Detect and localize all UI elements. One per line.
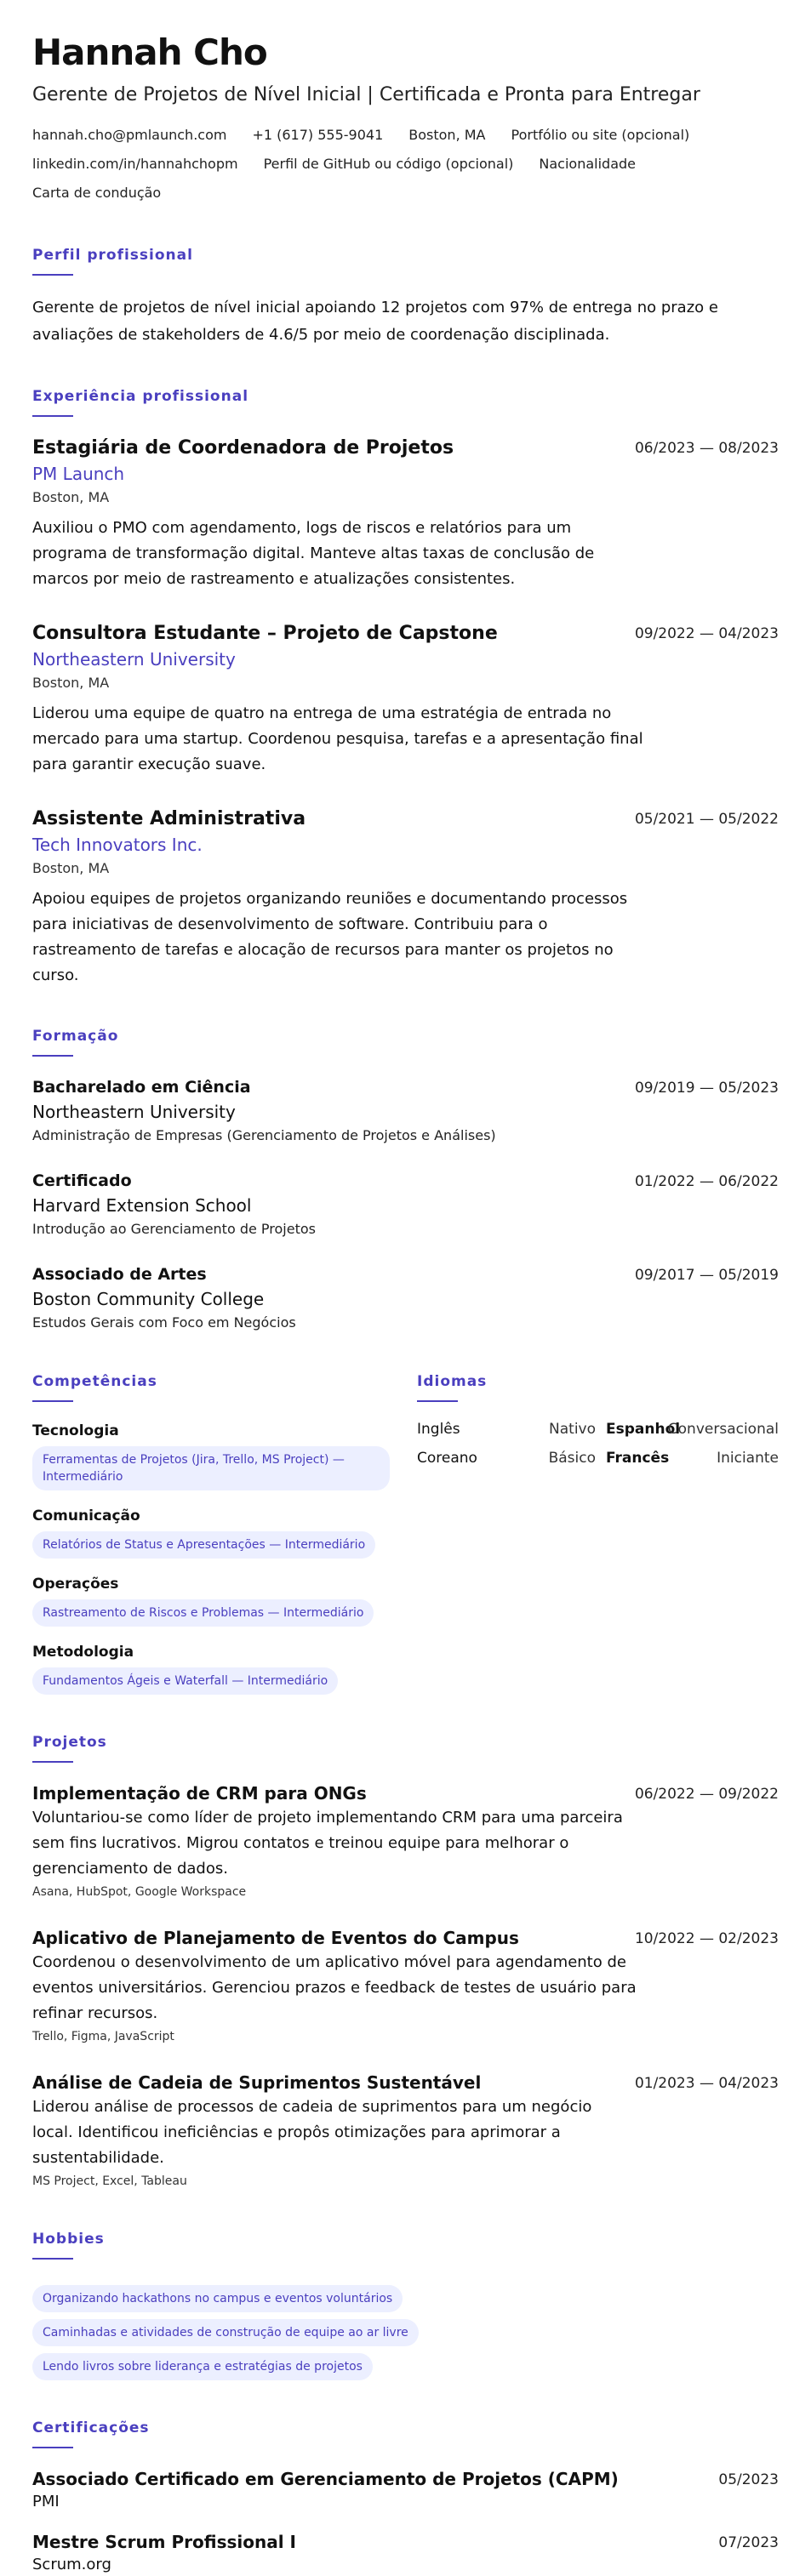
experience-section xyxy=(32,388,779,989)
candidate-name: Hannah Cho xyxy=(32,31,267,73)
project-tools: Asana, HubSpot, Google Workspace xyxy=(32,1885,247,1899)
hobby-chip: Caminhadas e atividades de construção de equipe ao ar livre xyxy=(32,2319,419,2346)
language-level: Iniciante xyxy=(717,1450,779,1467)
section-divider xyxy=(32,1400,73,1402)
project-entry xyxy=(32,1926,779,2047)
contact-portfolio[interactable]: Portfólio ou site (opcional) xyxy=(511,127,690,143)
section-divider xyxy=(32,274,73,276)
job-description: Auxiliou o PMO com agendamento, logs de riscos e relatórios para um programa de transformação digital. Manteve altas taxas de conclusão de marcos por meio de rastreamento e atualizações consistentes. xyxy=(32,519,595,588)
project-description: Coordenou o desenvolvimento de um aplicativo móvel para agendamento de eventos universitários. Gerenciou prazos e feedback de testes de usuário para refinar recursos. xyxy=(32,1953,637,2022)
skill-category: Tecnologia xyxy=(32,1422,119,1439)
skills-section xyxy=(32,1373,390,1695)
project-dates: 06/2022 — 09/2022 xyxy=(634,1786,779,1803)
certification-entry xyxy=(32,2467,779,2513)
education-dates: 09/2019 — 05/2023 xyxy=(634,1080,779,1097)
skill-chip: Fundamentos Ágeis e Waterfall — Intermediário xyxy=(32,1667,338,1695)
certification-name: Mestre Scrum Profissional I xyxy=(32,2532,296,2552)
education-field: Estudos Gerais com Foco em Negócios xyxy=(32,1314,296,1331)
contact-phone[interactable]: +1 (617) 555-9041 xyxy=(252,127,384,143)
job-entry xyxy=(32,806,779,989)
hobby-list xyxy=(32,2278,764,2380)
language-name: Espanhol xyxy=(606,1421,681,1438)
job-title: Assistente Administrativa xyxy=(32,808,306,829)
section-title: Hobbies xyxy=(32,2231,105,2248)
education-school: Boston Community College xyxy=(32,1289,265,1309)
language-name: Coreano xyxy=(417,1450,477,1467)
job-entry xyxy=(32,436,779,592)
contact-github[interactable]: Perfil de GitHub ou código (opcional) xyxy=(263,156,514,172)
job-company: Northeastern University xyxy=(32,649,236,670)
education-degree: Bacharelado em Ciência xyxy=(32,1078,251,1097)
section-divider xyxy=(32,1761,73,1763)
language-level: Conversacional xyxy=(667,1421,779,1438)
job-description: Apoiou equipes de projetos organizando reuniões e documentando processos para iniciativas de desenvolvimento de software. Contribuiu para o rastreamento de tarefas e alocação de recursos para manter os projetos no curso. xyxy=(32,890,628,984)
section-title: Formação xyxy=(32,1028,119,1045)
section-divider xyxy=(417,1400,458,1402)
job-description: Liderou uma equipe de quatro na entrega de uma estratégia de entrada no mercado para uma startup. Coordenou pesquisa, tarefas e a apresentação final para garantir execução suave. xyxy=(32,704,643,773)
job-entry xyxy=(32,621,779,778)
education-degree: Certificado xyxy=(32,1171,132,1190)
job-title: Consultora Estudante – Projeto de Capstone xyxy=(32,623,498,644)
project-entry xyxy=(32,1781,779,1902)
project-title: Implementação de CRM para ONGs xyxy=(32,1783,367,1804)
skill-chip: Ferramentas de Projetos (Jira, Trello, MS Project) — Intermediário xyxy=(32,1446,390,1490)
section-divider xyxy=(32,2447,73,2448)
section-title: Perfil profissional xyxy=(32,247,193,264)
contact-list xyxy=(32,121,779,208)
skill-category: Comunicação xyxy=(32,1507,140,1525)
job-title: Estagiária de Coordenadora de Projetos xyxy=(32,437,454,459)
certification-issuer: PMI xyxy=(32,2493,60,2510)
language-name: Inglês xyxy=(417,1421,460,1438)
education-field: Introdução ao Gerenciamento de Projetos xyxy=(32,1221,316,1237)
education-field: Administração de Empresas (Gerenciamento de Projetos e Análises) xyxy=(32,1127,496,1143)
skill-category: Operações xyxy=(32,1576,119,1593)
education-entry xyxy=(32,1075,779,1147)
hobbies-section xyxy=(32,2231,779,2380)
project-title: Aplicativo de Planejamento de Eventos do Campus xyxy=(32,1928,519,1948)
language-name: Francês xyxy=(606,1450,670,1467)
section-divider xyxy=(32,415,73,417)
profile-summary: Gerente de projetos de nível inicial apoiando 12 projetos com 97% de entrega no prazo e avaliações de stakeholders de 4.6/5 por meio de coordenação disciplinada. xyxy=(32,299,718,344)
job-company: PM Launch xyxy=(32,464,125,484)
education-section xyxy=(32,1028,779,1334)
language-level: Básico xyxy=(548,1450,596,1467)
skill-category: Metodologia xyxy=(32,1644,134,1661)
section-title: Projetos xyxy=(32,1734,107,1751)
job-location: Boston, MA xyxy=(32,489,110,505)
projects-section xyxy=(32,1734,779,2191)
education-entry xyxy=(32,1262,779,1334)
contact-driving-license: Carta de condução xyxy=(32,185,162,201)
project-tools: Trello, Figma, JavaScript xyxy=(32,2030,174,2043)
project-dates: 10/2022 — 02/2023 xyxy=(634,1930,779,1947)
contact-nationality: Nacionalidade xyxy=(539,156,636,172)
skills-languages-row xyxy=(32,1373,779,1695)
education-degree: Associado de Artes xyxy=(32,1265,207,1284)
education-school: Harvard Extension School xyxy=(32,1195,252,1216)
section-title: Idiomas xyxy=(417,1373,488,1390)
project-entry xyxy=(32,2071,779,2191)
education-entry xyxy=(32,1169,779,1240)
section-divider xyxy=(32,1055,73,1057)
certification-name: Associado Certificado em Gerenciamento de Projetos (CAPM) xyxy=(32,2469,619,2489)
project-description: Voluntariou-se como líder de projeto implementando CRM para uma parceira sem fins lucrativos. Migrou contatos e treinou equipe para melhorar o gerenciamento de dados. xyxy=(32,1809,623,1878)
skill-chip: Rastreamento de Riscos e Problemas — Intermediário xyxy=(32,1599,374,1627)
job-company: Tech Innovators Inc. xyxy=(32,835,203,855)
headline: Gerente de Projetos de Nível Inicial | Certificada e Pronta para Entregar xyxy=(32,84,700,105)
job-dates: 05/2021 — 05/2022 xyxy=(634,811,779,828)
hobby-chip: Lendo livros sobre liderança e estratégias de projetos xyxy=(32,2353,373,2380)
section-title: Certificações xyxy=(32,2419,150,2436)
profile-section xyxy=(32,247,779,349)
language-list xyxy=(417,1421,779,1467)
contact-email[interactable]: hannah.cho@pmlaunch.com xyxy=(32,127,227,143)
languages-section xyxy=(417,1373,779,1695)
certification-issuer: Scrum.org xyxy=(32,2556,111,2573)
language-level: Nativo xyxy=(549,1421,596,1438)
project-tools: MS Project, Excel, Tableau xyxy=(32,2174,187,2188)
job-dates: 09/2022 — 04/2023 xyxy=(634,625,779,642)
certifications-section xyxy=(32,2419,779,2576)
certification-entry xyxy=(32,2530,779,2576)
job-location: Boston, MA xyxy=(32,675,110,691)
job-location: Boston, MA xyxy=(32,860,110,876)
education-dates: 09/2017 — 05/2019 xyxy=(634,1267,779,1284)
project-title: Análise de Cadeia de Suprimentos Sustentável xyxy=(32,2072,482,2093)
section-divider xyxy=(32,2258,73,2260)
section-title: Competências xyxy=(32,1373,157,1390)
contact-location: Boston, MA xyxy=(408,127,486,143)
section-title: Experiência profissional xyxy=(32,388,249,405)
project-description: Liderou análise de processos de cadeia de suprimentos para um negócio local. Identificou ineficiências e propôs otimizações para aprimorar a sustentabilidade. xyxy=(32,2098,592,2167)
certification-date: 07/2023 xyxy=(718,2534,779,2551)
project-dates: 01/2023 — 04/2023 xyxy=(634,2075,779,2092)
skill-chip: Relatórios de Status e Apresentações — Intermediário xyxy=(32,1531,375,1559)
hobby-chip: Organizando hackathons no campus e eventos voluntários xyxy=(32,2285,403,2312)
education-dates: 01/2022 — 06/2022 xyxy=(634,1173,779,1190)
contact-linkedin[interactable]: linkedin.com/in/hannahchopm xyxy=(32,156,238,172)
certification-date: 05/2023 xyxy=(718,2471,779,2488)
education-school: Northeastern University xyxy=(32,1102,236,1122)
job-dates: 06/2023 — 08/2023 xyxy=(634,440,779,457)
